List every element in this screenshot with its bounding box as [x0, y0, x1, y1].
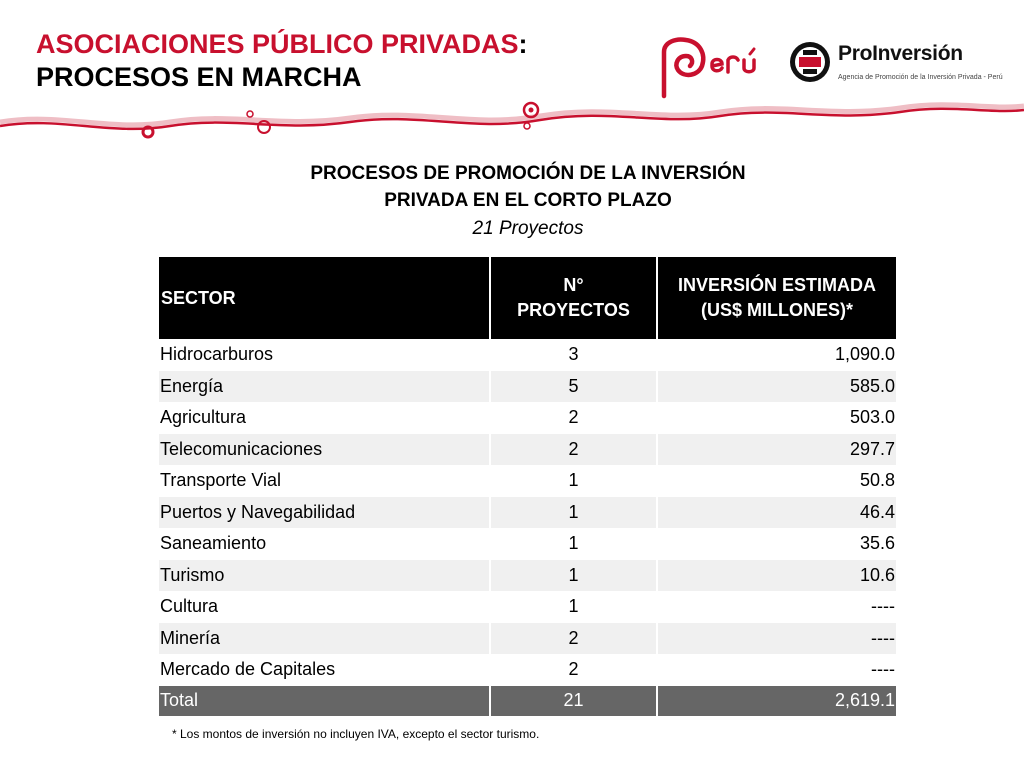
- cell-sector: Energía: [159, 371, 490, 403]
- total-investment: 2,619.1: [657, 686, 896, 716]
- table-row: [159, 434, 896, 466]
- title-red: ASOCIACIONES PÚBLICO PRIVADAS: [36, 29, 519, 59]
- caption-project-count: 21 Proyectos: [472, 218, 584, 239]
- cell-sector: Cultura: [159, 591, 490, 623]
- cell-projects: 1: [490, 591, 657, 623]
- cell-investment: 50.8: [657, 465, 896, 497]
- cell-sector: Turismo: [159, 560, 490, 592]
- cell-investment: 585.0: [657, 371, 896, 403]
- cell-sector: Puertos y Navegabilidad: [159, 497, 490, 529]
- proinversion-tagline: Agencia de Promoción de la Inversión Privada - Perú: [838, 74, 1003, 81]
- total-label: Total: [159, 686, 490, 716]
- header-num-line2: PROYECTOS: [517, 300, 630, 320]
- cell-investment: ----: [657, 654, 896, 686]
- table-row: [159, 465, 896, 497]
- footnote: * Los montos de inversión no incluyen IVA, excepto el sector turismo.: [172, 727, 540, 741]
- cell-investment: 10.6: [657, 560, 896, 592]
- table-total-row: [159, 686, 896, 716]
- table-row: [159, 591, 896, 623]
- table-row: [159, 654, 896, 686]
- cell-sector: Minería: [159, 623, 490, 655]
- cell-investment: 35.6: [657, 528, 896, 560]
- title-line2: PROCESOS EN MARCHA: [36, 62, 362, 92]
- peru-logo: [650, 34, 770, 104]
- decor-circle: [247, 111, 253, 117]
- title-colon: :: [518, 29, 528, 59]
- caption-line2: PRIVADA EN EL CORTO PLAZO: [384, 190, 672, 211]
- table-row: [159, 623, 896, 655]
- table-row: [159, 560, 896, 592]
- cell-sector: Transporte Vial: [159, 465, 490, 497]
- cell-investment: 46.4: [657, 497, 896, 529]
- table-header-row: [159, 257, 896, 339]
- table-caption: [160, 160, 896, 244]
- cell-projects: 5: [490, 371, 657, 403]
- cell-investment: 297.7: [657, 434, 896, 466]
- cell-projects: 2: [490, 623, 657, 655]
- decor-circle: [529, 108, 534, 113]
- cell-sector: Hidrocarburos: [159, 339, 490, 371]
- proinversion-name: ProInversión: [838, 42, 963, 65]
- cell-sector: Saneamiento: [159, 528, 490, 560]
- investment-table: [159, 257, 896, 716]
- cell-investment: 503.0: [657, 402, 896, 434]
- cell-projects: 1: [490, 528, 657, 560]
- cell-projects: 2: [490, 434, 657, 466]
- cell-projects: 2: [490, 402, 657, 434]
- cell-investment: ----: [657, 591, 896, 623]
- cell-sector: Telecomunicaciones: [159, 434, 490, 466]
- table-row: [159, 402, 896, 434]
- cell-sector: Agricultura: [159, 402, 490, 434]
- cell-projects: 1: [490, 560, 657, 592]
- cell-projects: 3: [490, 339, 657, 371]
- header-num-projects: [490, 257, 657, 339]
- proinversion-logo: [788, 40, 1003, 88]
- total-projects: 21: [490, 686, 657, 716]
- proinversion-mark-icon: [788, 40, 832, 84]
- header-inv-line2: (US$ MILLONES)*: [700, 300, 853, 320]
- table-row: [159, 497, 896, 529]
- decor-circle: [524, 123, 530, 129]
- header-inv-line1: INVERSIÓN ESTIMADA: [677, 275, 877, 295]
- cell-projects: 1: [490, 465, 657, 497]
- decor-circle: [143, 127, 153, 137]
- table-row: [159, 528, 896, 560]
- slide-title: [36, 28, 528, 94]
- caption-line1: PROCESOS DE PROMOCIÓN DE LA INVERSIÓN: [310, 163, 746, 184]
- header-sector: SECTOR: [159, 257, 490, 339]
- cell-investment: ----: [657, 623, 896, 655]
- cell-investment: 1,090.0: [657, 339, 896, 371]
- cell-sector: Mercado de Capitales: [159, 654, 490, 686]
- cell-projects: 1: [490, 497, 657, 529]
- cell-projects: 2: [490, 654, 657, 686]
- header-investment: [657, 257, 896, 339]
- header-num-line1: N°: [563, 275, 584, 295]
- table-row: [159, 339, 896, 371]
- table-row: [159, 371, 896, 403]
